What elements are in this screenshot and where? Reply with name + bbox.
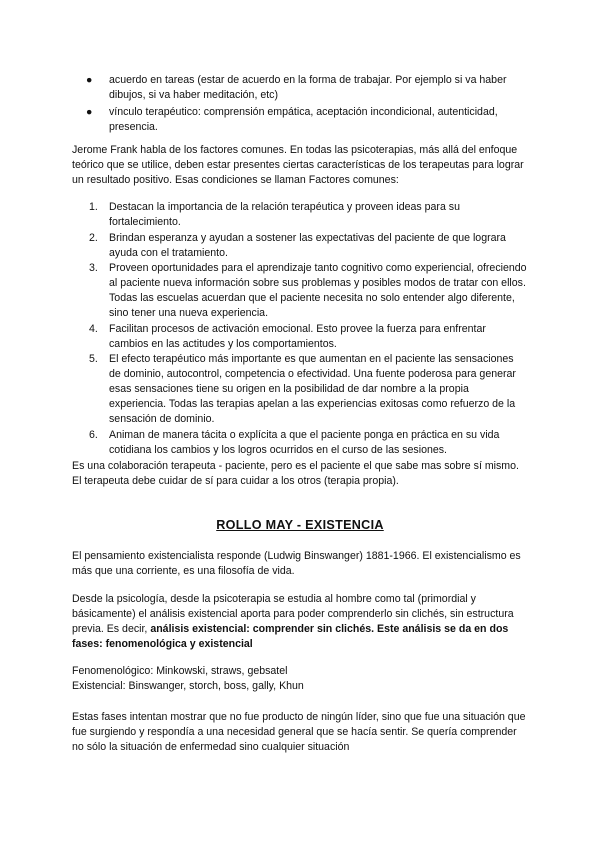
- colaboracion-paragraph: Es una colaboración terapeuta - paciente, pero es el paciente el que sabe mas sobre sí mismo. El terapeuta debe cuidar de sí para cuidar a los otros (terapia propia).: [72, 460, 519, 487]
- list-item: [72, 261, 528, 321]
- item-number: 4.: [89, 322, 98, 335]
- bullet-icon: ●: [86, 106, 93, 118]
- fenomenologico-line: Fenomenológico: Minkowski, straws, gebsatel: [72, 665, 288, 677]
- frank-paragraph: Jerome Frank habla de los factores comunes. En todas las psicoterapias, más allá del enfoque teórico que se utilice, deben estar presentes ciertas características de los terapeutas para lograr un resultado positivo. Esas condiciones se llaman Factores comunes:: [72, 144, 524, 186]
- list-item: [72, 105, 528, 135]
- list-item: [72, 200, 528, 230]
- list-item-text: El efecto terapéutico más importante es que aumentan en el paciente las sensaciones de dominio, autocontrol, competencia o efectividad. Una fuente poderosa para generar esas sensaciones tiene su origen en la posibilidad de dar nombre a la propia experiencia. Todas las terapias apelan a las experiencias exitosas como refuerzo de la sensación de dominio.: [109, 353, 516, 425]
- list-item-text: Facilitan procesos de activación emocional. Esto provee la fuerza para enfrentar cambios en las actitudes y los comportamientos.: [109, 322, 486, 350]
- list-item: [72, 352, 528, 427]
- list-item-text: Brindan esperanza y ayudan a sostener las expectativas del paciente de que lograra ayuda con el tratamiento.: [109, 231, 506, 259]
- list-item: [72, 322, 528, 352]
- list-item-text: acuerdo en tareas (estar de acuerdo en la forma de trabajar. Por ejemplo si va haber dibujos, si va haber meditación, etc): [109, 74, 507, 101]
- list-item-text: Animan de manera tácita o explícita a que el paciente ponga en práctica en su vida cotidiana los cambios y los logros ocurridos en el curso de las sesiones.: [109, 428, 500, 456]
- list-item: [72, 231, 528, 261]
- existencial-line: Existencial: Binswanger, storch, boss, gally, Khun: [72, 680, 304, 692]
- list-item: [72, 73, 528, 103]
- item-number: 3.: [89, 262, 98, 274]
- psicologia-bold-text: análisis existencial: comprender sin clichés. Este análisis se da en dos fases: fenomenológica y existencial: [72, 623, 509, 650]
- item-number: 1.: [89, 201, 98, 213]
- item-number: 2.: [89, 231, 98, 244]
- factores-list: [72, 200, 528, 458]
- list-item-text: Proveen oportunidades para el aprendizaje tanto cognitivo como experiencial, ofreciendo al paciente nueva información sobre sus problemas y posibles modos de tratar con ellos. Todas las escuelas acuerdan que el paciente necesita no solo entender algo diferente, sino tener una nueva experiencia.: [109, 262, 527, 319]
- bullet-icon: ●: [86, 74, 93, 86]
- fases-paragraph: Estas fases intentan mostrar que no fue producto de ningún líder, sino que fue una situación que fue surgiendo y respondía a una necesidad general que se hacía sentir. Se quería comprender no sólo la situación de enfermedad sino cualquier situación: [72, 711, 526, 753]
- psicologia-paragraph: [72, 592, 530, 652]
- existencialista-paragraph: El pensamiento existencialista responde (Ludwig Binswanger) 1881-1966. El existencialismo es más que una corriente, es una filosofía de vida.: [72, 550, 521, 577]
- list-item: [72, 428, 528, 458]
- bullet-list: [72, 73, 528, 137]
- item-number: 6.: [89, 428, 98, 441]
- item-number: 5.: [89, 353, 98, 365]
- section-heading: ROLLO MAY - EXISTENCIA: [216, 518, 384, 532]
- psicologia-text: Desde la psicología, desde la psicoterapia se estudia al hombre como tal (primordial y básicamente) el análisis existencial aporta para poder comprenderlo sin clichés, sin estructura previa. Es decir,: [72, 593, 514, 635]
- list-item-text: Destacan la importancia de la relación terapéutica y proveen ideas para su fortalecimiento.: [109, 201, 460, 228]
- list-item-text: vínculo terapéutico: comprensión empática, aceptación incondicional, autenticidad, presencia.: [109, 106, 498, 133]
